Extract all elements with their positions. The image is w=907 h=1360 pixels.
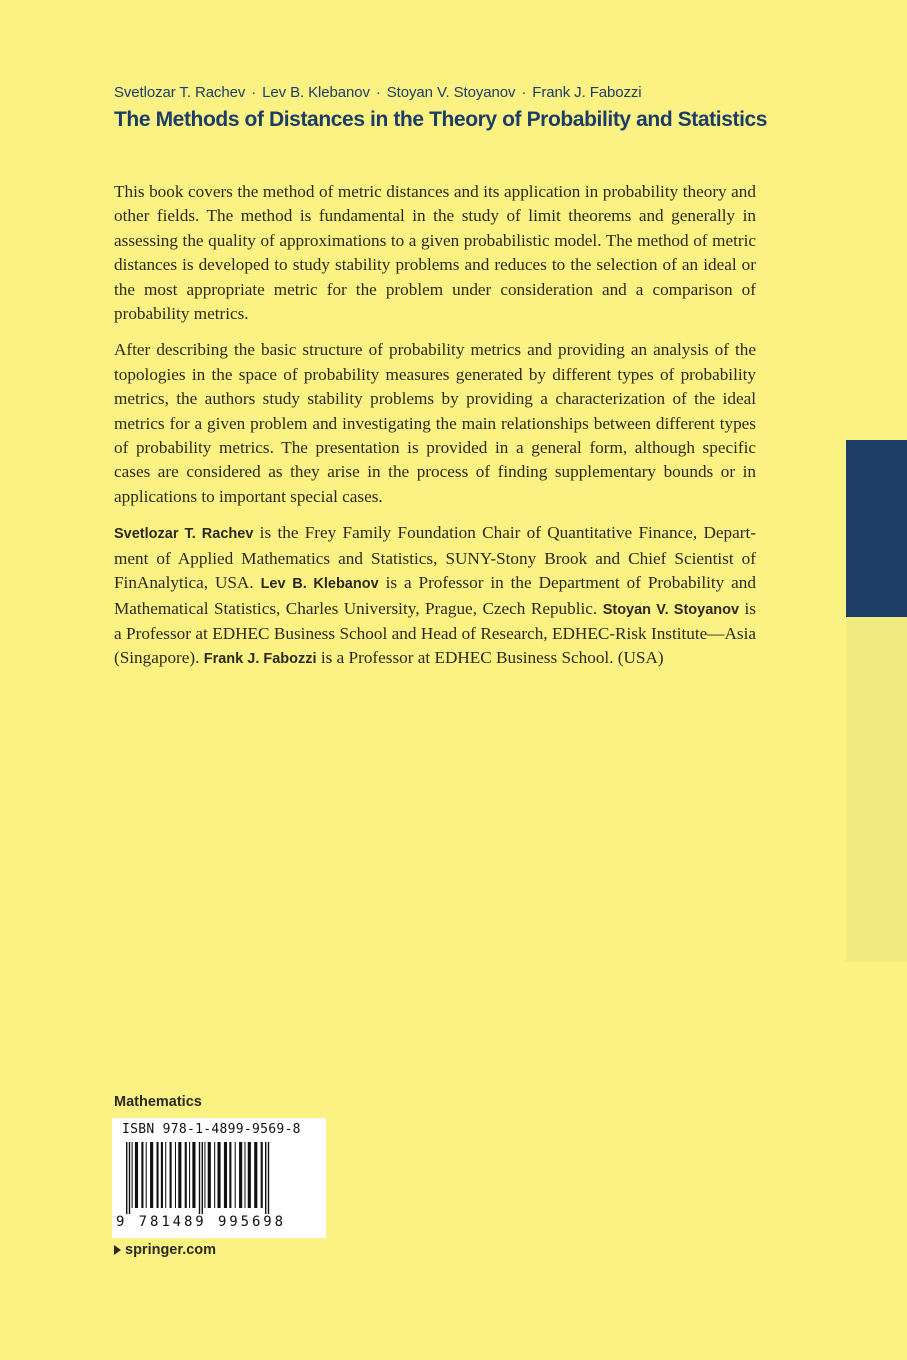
barcode-bar [170,1142,172,1208]
barcode-bar [244,1142,245,1208]
barcode-bar [261,1142,263,1208]
barcode-bar [204,1142,205,1208]
barcode-bar [161,1142,163,1208]
barcode-digits: 9 781489 995698 [116,1214,286,1230]
bio-text: is a Professor at EDHEC Business School. (USA) [316,648,664,668]
bio-author-name: Lev B. Klebanov [260,576,379,593]
barcode-bar [129,1142,130,1214]
arrow-right-icon [114,1245,121,1255]
barcode-bar [126,1142,127,1214]
blurb [114,180,756,684]
bio-author-name: Frank J. Fabozzi [203,651,317,668]
author-bios [114,521,756,671]
bio-text: is a Professor in the Department of Probability and Mathematical Statistics, Charles University, Prague, Czech Republic. [114,573,756,618]
author-name: Lev B. Klebanov [262,84,370,101]
author-separator: · [521,84,527,101]
isbn-label: ISBN 978-1-4899-9569-8 [122,1122,301,1137]
barcode-bar [268,1142,269,1214]
barcode-bar [239,1142,242,1208]
barcode-bar [229,1142,231,1208]
spine-accent-band-light [846,617,907,962]
author-separator: · [251,84,257,101]
barcode-bar [208,1142,211,1208]
barcode-bar [157,1142,159,1208]
spine-accent-band-dark [846,440,907,617]
barcode-bar [189,1142,190,1208]
barcode-bar [175,1142,176,1208]
subject-category: Mathematics [114,1094,202,1110]
author-name: Frank J. Fabozzi [532,84,642,101]
barcode-bar [217,1142,220,1208]
barcode-bar [235,1142,236,1208]
publisher-website[interactable] [114,1242,216,1258]
bio-author-name: Stoyan V. Stoyanov [602,601,740,618]
bio-author-name: Svetlozar T. Rachev [114,526,254,543]
description-paragraph-2: After describing the basic structure of probability metrics and providing an analysis of the topologies in the space of probability measures generated by different types of probability metrics, the authors study stability problems by providing a characterization of the ideal metrics for a given problem and investigating the main relationships between different types of probability metrics. The presentation is provided in a general form, although specific cases are considered as they arise in the process of finding supplementary bounds or in applications to important special cases. [114,340,756,506]
barcode-bar [254,1142,257,1208]
barcode-bar [165,1142,166,1208]
bio-text: is a Professor at EDHEC Business School and Head of Research, EDHEC-Risk Institute—Asia (Singapore). [114,598,756,668]
book-title: The Methods of Distances in the Theory of Probability and Statistics [114,108,768,131]
barcode-bar [214,1142,215,1208]
author-separator: · [375,84,381,101]
barcode [112,1118,326,1238]
author-name: Stoyan V. Stoyanov [386,84,516,101]
bio-text: is the Frey Family Foundation Chair of Quantitative Finance, Department of Applied Mathematics and Statistics, SUNY-Stony Brook and Chief Scientist of FinAnalytica, USA. [114,523,756,593]
author-name: Svetlozar T. Rachev [114,84,246,101]
barcode-bar [199,1142,200,1214]
author-list [114,84,814,101]
barcode-bar [146,1142,147,1208]
barcode-bar [185,1142,187,1208]
barcode-bar [224,1142,227,1208]
barcode-bar [178,1142,181,1208]
barcode-bar [248,1142,251,1208]
barcode-bars [124,1142,314,1214]
barcode-bar [202,1142,203,1214]
description-paragraph-1: This book covers the method of metric distances and its application in probability theory and other fields. The method is fundamental in the study of limit theorems and generally in assessing the quality of approximations to a given probabilistic model. The method of metric distances is developed to study stability problems and reduces to the selection of an ideal or the most appropriate metric for the problem under consideration and a comparison of probability metrics. [114,182,756,324]
barcode-bar [132,1142,133,1208]
website-label: springer.com [125,1242,217,1258]
barcode-bar [135,1142,138,1208]
barcode-bar [150,1142,153,1208]
barcode-bar [141,1142,143,1208]
barcode-bar [192,1142,195,1208]
barcode-bar [265,1142,266,1214]
